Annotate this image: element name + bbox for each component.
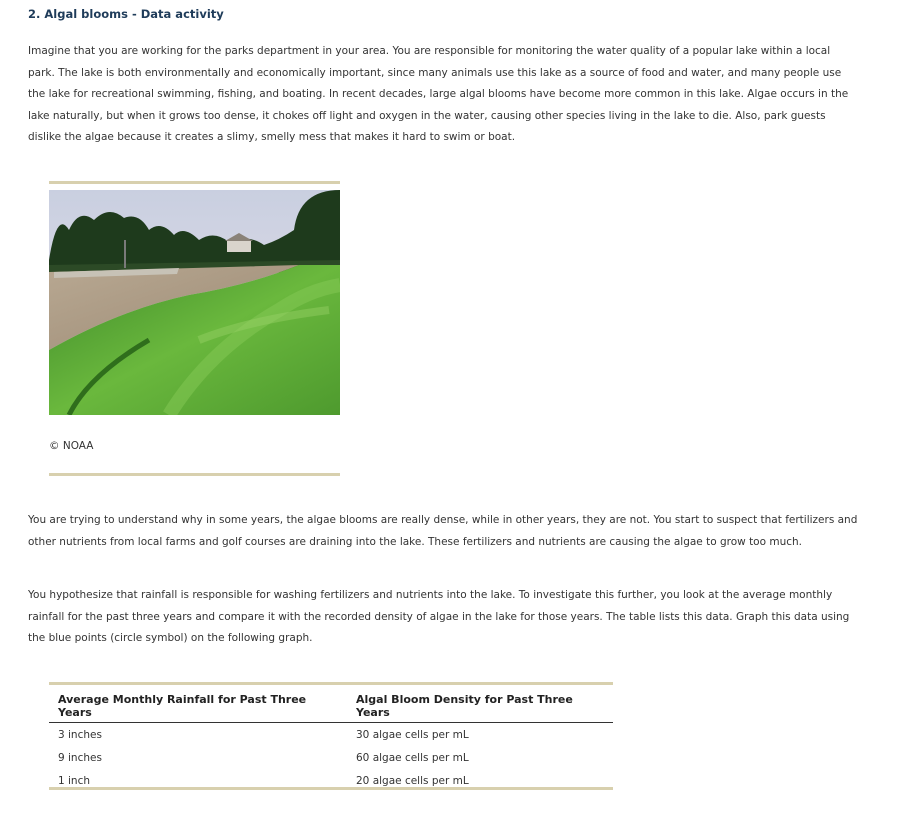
algae-density-cell: 20 algae cells per mL [356,774,469,787]
table-row [49,746,613,769]
rainfall-cell: 3 inches [58,728,102,741]
hypothesis-paragraph: You hypothesize that rainfall is responsible for washing fertilizers and nutrients into the lake. To investigate this further, you look at the average monthly rainfall for the past three years and compare it with the recorded density of algae in the lake for those years. The table lists this data. Graph this data using the blue points (circle symbol) on the following graph. [28,589,850,644]
table-top-rule [49,682,613,685]
algae-density-column-header: Algal Bloom Density for Past Three Years [347,689,613,723]
figure-bottom-rule [49,473,340,476]
table-bottom-rule [49,787,613,790]
intro-paragraph: Imagine that you are working for the parks department in your area. You are responsible for monitoring the water quality of a popular lake within a local park. The lake is both environmentally and economically important, since many animals use this lake as a source of food and water, and many people use the lake for recreational swimming, fishing, and boating. In recent decades, large algal blooms have become more common in this lake. Algae occurs in the lake naturally, but when it grows too dense, it chokes off light and oxygen in the water, causing other species living in the lake to die. Also, park guests dislike the algae because it creates a slimy, smelly mess that makes it hard to swim or boat. [28,45,849,143]
rainfall-algae-table [49,689,613,792]
table-row [49,723,613,747]
algae-density-cell: 60 algae cells per mL [356,751,469,764]
table-header-row [49,689,613,723]
section-heading: 2. Algal blooms - Data activity [28,7,224,21]
algae-density-cell: 30 algae cells per mL [356,728,469,741]
algal-bloom-lake-photo [49,190,340,415]
rainfall-cell: 1 inch [58,774,91,787]
figure-top-rule [49,181,340,184]
suspicion-paragraph: You are trying to understand why in some years, the algae blooms are really dense, while in other years, they are not. You start to suspect that fertilizers and other nutrients from local farms and golf courses are draining into the lake. These fertilizers and nutrients are causing the algae to grow too much. [28,514,858,548]
rainfall-cell: 9 inches [58,751,102,764]
rainfall-column-header: Average Monthly Rainfall for Past Three Years [49,689,347,723]
photo-credit: © NOAA [49,440,94,452]
